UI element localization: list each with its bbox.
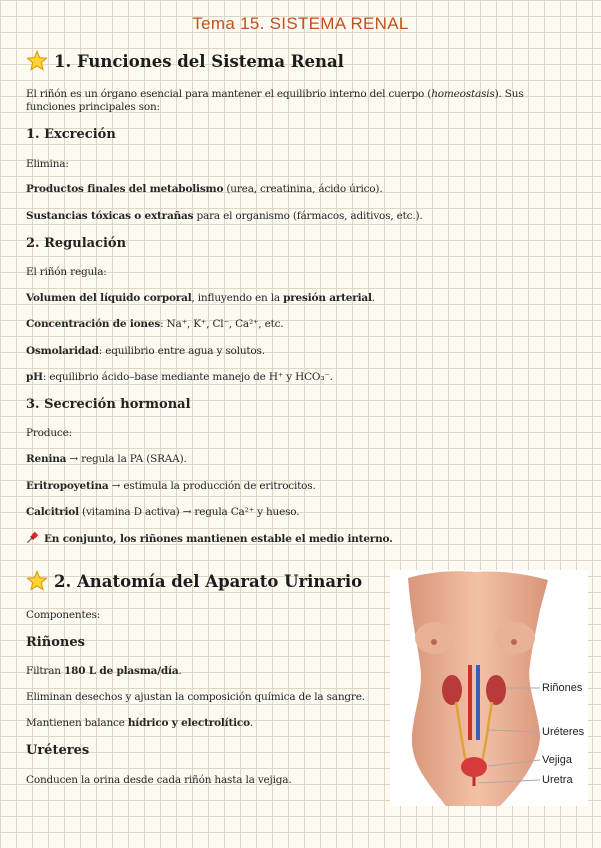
regulacion-item-3-rest: : equilibrio entre agua y solutos. bbox=[98, 345, 265, 357]
excrecion-item-2 bbox=[26, 210, 423, 223]
regulacion-item-1-bold2: presión arterial bbox=[283, 292, 372, 304]
secrecion-item-2 bbox=[26, 480, 316, 493]
excrecion-item-2-bold: Sustancias tóxicas o extrañas bbox=[26, 210, 194, 222]
label-bladder: Vejiga bbox=[542, 754, 572, 766]
secrecion-item-1-rest: → regula la PA (SRAA). bbox=[66, 453, 187, 465]
rinones-line-1-a: Filtran bbox=[26, 665, 65, 677]
regulacion-item-4-rest: : equilibrio ácido–base mediante manejo de H⁺ y HCO₃⁻. bbox=[42, 371, 333, 383]
ureteres-heading: Uréteres bbox=[26, 743, 90, 758]
regulacion-item-1-end: . bbox=[371, 292, 375, 304]
rinones-line-1 bbox=[26, 665, 182, 678]
excrecion-lead: Elimina: bbox=[26, 158, 69, 170]
regulacion-item-1-bold: Volumen del líquido corporal bbox=[26, 292, 192, 304]
section2-heading bbox=[26, 570, 362, 592]
conclusion-note bbox=[26, 530, 393, 546]
rinones-line-1-bold: 180 L de plasma/día bbox=[64, 665, 179, 677]
label-kidneys: Riñones bbox=[542, 682, 583, 694]
secrecion-lead: Produce: bbox=[26, 427, 72, 439]
label-ureters: Uréteres bbox=[542, 726, 585, 738]
rinones-line-3-a: Mantienen balance bbox=[26, 717, 128, 729]
urinary-system-figure bbox=[390, 570, 588, 806]
secrecion-item-1 bbox=[26, 453, 187, 466]
regulacion-item-3-bold: Osmolaridad bbox=[26, 345, 99, 357]
section1-heading-text: 1. Funciones del Sistema Renal bbox=[54, 51, 344, 71]
rinones-line-3 bbox=[26, 717, 253, 730]
rinones-line-3-bold: hídrico y electrolítico bbox=[127, 717, 250, 729]
secrecion-item-1-bold: Renina bbox=[26, 453, 67, 465]
section2-heading-text: 2. Anatomía del Aparato Urinario bbox=[54, 571, 363, 591]
excrecion-item-1-rest: (urea, creatinina, ácido úrico). bbox=[223, 183, 383, 195]
secrecion-item-3-rest: (vitamina D activa) → regula Ca²⁺ y hueso. bbox=[78, 506, 300, 518]
components-lead: Componentes: bbox=[26, 609, 101, 621]
regulacion-item-4-bold: pH bbox=[26, 371, 43, 383]
star-icon bbox=[26, 570, 48, 592]
excrecion-heading: 1. Excreción bbox=[26, 127, 116, 142]
excrecion-item-1-bold: Productos finales del metabolismo bbox=[26, 183, 224, 195]
secrecion-item-2-bold: Eritropoyetina bbox=[26, 480, 109, 492]
rinones-line-2: Eliminan desechos y ajustan la composición química de la sangre. bbox=[26, 691, 365, 703]
intro-emphasis: homeostasis bbox=[431, 88, 495, 100]
regulacion-item-1-mid: , influyendo en la bbox=[191, 292, 284, 304]
label-urethra: Uretra bbox=[542, 774, 573, 786]
regulacion-item-1 bbox=[26, 292, 375, 305]
ureteres-line-1: Conducen la orina desde cada riñón hasta la vejiga. bbox=[26, 774, 292, 786]
section1-intro bbox=[26, 88, 546, 114]
excrecion-item-1 bbox=[26, 183, 382, 196]
section1-heading bbox=[26, 50, 344, 72]
regulacion-item-4 bbox=[26, 371, 333, 384]
regulacion-item-2 bbox=[26, 318, 283, 331]
regulacion-item-2-bold: Concentración de iones bbox=[26, 318, 161, 330]
rinones-heading: Riñones bbox=[26, 635, 85, 650]
pushpin-icon bbox=[26, 530, 40, 544]
conclusion-text: En conjunto, los riñones mantienen estable el medio interno. bbox=[44, 533, 393, 545]
secrecion-item-3-bold: Calcitriol bbox=[26, 506, 79, 518]
rinones-line-3-end: . bbox=[249, 717, 254, 729]
intro-text-b: ). Sus funciones principales son: bbox=[26, 88, 524, 113]
page-title: Tema 15. SISTEMA RENAL bbox=[192, 14, 409, 33]
star-icon bbox=[26, 50, 48, 72]
secrecion-item-3 bbox=[26, 506, 299, 519]
rinones-line-1-end: . bbox=[178, 665, 182, 677]
intro-text-a: El riñón es un órgano esencial para mantener el equilibrio interno del cuerpo ( bbox=[26, 88, 432, 100]
regulacion-item-3 bbox=[26, 345, 265, 358]
regulacion-item-2-rest: : Na⁺, K⁺, Cl⁻, Ca²⁺, etc. bbox=[160, 318, 284, 330]
regulacion-lead: El riñón regula: bbox=[26, 266, 107, 278]
excrecion-item-2-rest: para el organismo (fármacos, aditivos, etc.). bbox=[193, 210, 423, 222]
secrecion-item-2-rest: → estimula la producción de eritrocitos. bbox=[108, 480, 316, 492]
secrecion-heading: 3. Secreción hormonal bbox=[26, 397, 191, 412]
regulacion-heading: 2. Regulación bbox=[26, 236, 127, 251]
